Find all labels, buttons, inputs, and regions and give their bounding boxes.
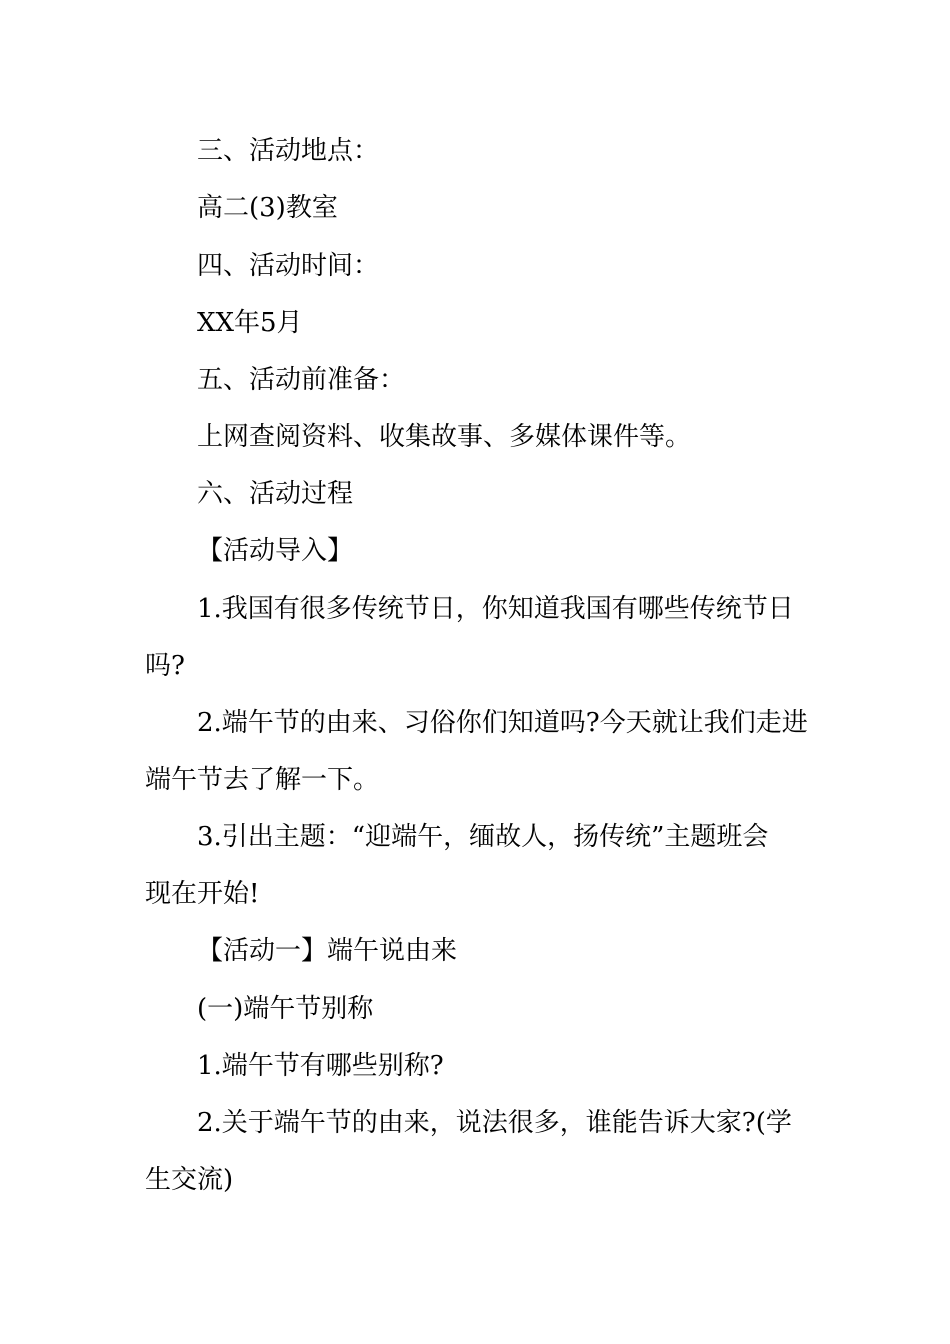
section-heading-preparation: 五、活动前准备： <box>197 365 406 395</box>
section-heading-process: 六、活动过程 <box>197 479 354 509</box>
intro-item-3-line-2: 现在开始! <box>145 879 260 909</box>
alias-item-2-line-2: 生交流) <box>145 1165 234 1195</box>
section-heading-time: 四、活动时间： <box>197 251 380 281</box>
intro-item-2-line-2: 端午节去了解一下。 <box>145 765 380 795</box>
intro-item-3-line-1: 3.引出主题：“迎端午，缅故人，扬传统”主题班会 <box>197 822 769 852</box>
preparation-text: 上网查阅资料、收集故事、多媒体课件等。 <box>197 422 692 452</box>
intro-item-2-line-1: 2.端午节的由来、习俗你们知道吗?今天就让我们走进 <box>197 708 808 738</box>
intro-item-1-line-1: 1.我国有很多传统节日，你知道我国有哪些传统节日 <box>197 594 794 624</box>
location-text: 高二(3)教室 <box>197 193 338 223</box>
subheading-intro: 【活动导入】 <box>197 536 354 566</box>
subheading-activity-one: 【活动一】端午说由来 <box>197 936 458 966</box>
intro-item-1-line-2: 吗? <box>145 651 185 681</box>
section-heading-location: 三、活动地点： <box>197 136 380 166</box>
subheading-alias: (一)端午节别称 <box>197 994 374 1024</box>
alias-item-1: 1.端午节有哪些别称? <box>197 1051 444 1081</box>
alias-item-2-line-1: 2.关于端午节的由来，说法很多，谁能告诉大家?(学 <box>197 1108 792 1138</box>
time-text: XX年5月 <box>197 308 303 338</box>
